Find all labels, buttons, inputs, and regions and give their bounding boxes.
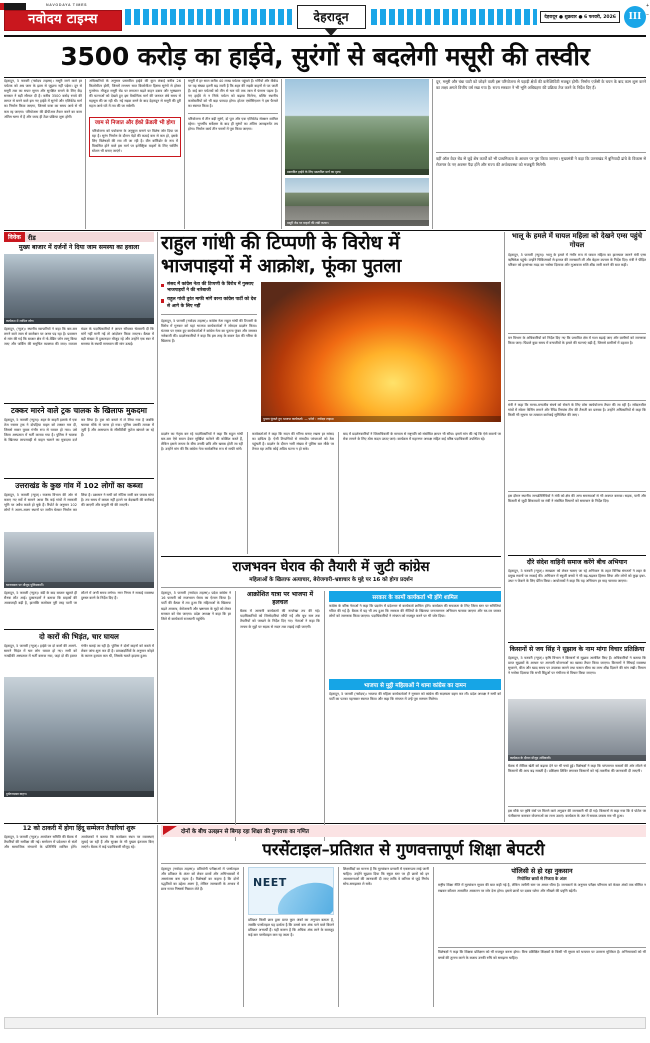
center-sec2-col2-text: बैठक में आगामी कार्यक्रमों की रूपरेखा तय की गई। पदाधिकारियों को जिम्मेदारियां सौंपी गईं और बूथ स्तर तक तैयारियों को परखने के निर्देश दिए गए। नेताओं ने कहा कि जनता के मुद्दों पर सड़क से सदन तक लड़ाई लड़ी जाएगी। xyxy=(240,609,320,629)
right-story1-headline: भालू के हमले में घायल महिला को देखने एम्स पहुंचे गोयल xyxy=(511,232,643,249)
feature-main xyxy=(161,825,646,1015)
lead-photo-column xyxy=(285,79,429,229)
neet-label: NEET xyxy=(253,876,287,889)
right-story1b-text: वन विभाग के अधिकारियों को निर्देश दिए गए कि प्रभावित क्षेत्र में गश्त बढ़ाई जाए और ग्रामीणों को जागरूक किया जाए। पिछले कुछ समय में वन्यजीवों के हमले की घटनाएं बढ़ी हैं, जिससे ग्रामीणों में दहशत है। xyxy=(508,336,646,346)
column-divider xyxy=(432,79,433,229)
vivek-read-badge: विवेक xyxy=(4,232,25,242)
right-story5-text: इस मौके पर कृषि यंत्रों पर मिलने वाले अनुदान की जानकारी भी दी गई। किसानों से कहा गया कि वे पोर्टल पर पंजीकरण कराकर योजनाओं का लाभ उठाएं। कार्यक्रम के अंत में सवाल-जवाब सत्र भी हुआ। xyxy=(508,809,646,819)
feature-col2-text: प्रतिशत किसी छात्र द्वारा प्राप्त कुल अंकों का अनुपात बताता है, जबकि परसेंटाइल यह दर्शाता है कि उससे कम अंक पाने वाले कितने प्रतिशत अभ्यर्थी हैं। यही कारण है कि अधिक अंक लाने के बावजूद कई बार परसेंटाइल कम रह जाता है। xyxy=(248,918,334,938)
masthead-bars-left xyxy=(125,9,292,25)
column-divider xyxy=(184,79,185,229)
right-story1c-text: मंत्री ने कहा कि मानव-वन्यजीव संघर्ष को रोकने के लिए ठोस कार्ययोजना तैयार की जा रही है। संवेदनशील गांवों में सोलर फेंसिंग लगाने और रैपिड रिस्पांस टीम की तैनाती का प्रस्ताव है। उन्होंने अधिकारियों से कहा कि किसी भी सूचना पर तत्काल कार्रवाई सुनिश्चित की जाए। xyxy=(508,403,646,418)
city-edition-tag xyxy=(297,5,366,29)
feature-col2 xyxy=(248,867,334,1007)
center-blue-strip-1: सरकार के कामों कार्यकर्ता भी होंगे शामिल xyxy=(329,591,501,602)
lead-column-3 xyxy=(188,79,278,229)
right-photo-officials xyxy=(508,699,646,761)
lead-column-right xyxy=(436,79,646,229)
left-story1-text: देहरादून, (न्यूज)। स्थानीय व्यापारियों ने कहा कि बार-बार लगने वाले जाम से कारोबार पर असर पड़ रहा है। प्रशासन से मांग की गई कि बाजार क्षेत्र में नो-वेंडिंग जोन लागू किया जाए और पार्किंग की समुचित व्यवस्था की जाए। व्यापार मंडल के पदाधिकारियों ने ज्ञापन सौंपकर चेतावनी दी कि मांगें नहीं मानी गईं तो आंदोलन किया जाएगा। बैठक में बड़ी संख्या में दुकानदार मौजूद रहे और उन्होंने एक स्वर में समस्या के स्थायी समाधान की मांग उठाई। xyxy=(4,327,154,347)
left-story3-text: देहरादून, 5 फरवरी (न्यूज)। राजस्व विभाग की ओर से कराए गए सर्वे में सामने आया कि कई गांवों में सरकारी भूमि पर अवैध कब्जे हो चुके हैं। रिपोर्ट के अनुसार 102 लोगों ने अलग-अलग स्थानों पर जमीन घेरकर निर्माण कर लिया है। प्रशासन ने सभी को नोटिस जारी कर जवाब मांगा है। तय समय में कब्जा नहीं हटाने पर बेदखली की कार्रवाई की जाएगी और वसूली भी की जाएगी। xyxy=(4,493,154,513)
left-photo2-caption: घटनास्थल पर मौजूद पुलिसकर्मी। xyxy=(4,582,154,588)
column-divider xyxy=(157,232,158,822)
center-col4-text: बाद में प्रदर्शनकारियों ने जिलाधिकारी के माध्यम से राष्ट्रपति को संबोधित ज्ञापन भी सौंपा। इसमें मांग की गई कि ऐसे बयानों पर रोक लगाने के लिए ठोस कदम उठाए जाएं। कार्यक्रम में महानगर अध्यक्ष सहित कई वरिष्ठ पदाधिकारी उपस्थित रहे। xyxy=(343,431,501,441)
left-story5-headline: दो कारों की भिड़ंत, चार घायल xyxy=(39,632,119,641)
lead-rule xyxy=(4,77,646,78)
corner-minus-mark: − xyxy=(646,12,649,18)
center-sec2-sub2-text: देहरादून, 5 फरवरी (नवोदय)। भाजपा की महिला कार्यकर्ताओं ने गुरुवार को कांग्रेस की सदस्यता ग्रहण कर ली। प्रदेश अध्यक्ष ने सभी को पार्टी का पटका पहनाकर स्वागत किया और कहा कि संगठन में उन्हें पूरा सम्मान मिलेगा। xyxy=(329,692,501,702)
corner-plus-mark: + xyxy=(646,3,649,9)
left-photo1-caption: कार्यक्रम में शामिल लोग। xyxy=(4,318,154,324)
neet-logo-graphic xyxy=(248,867,334,915)
feature-right-col-text: राष्ट्रीय शिक्षा नीति में मूल्यांकन सुधार की बात कही गई है, लेकिन जमीनी स्तर पर अमल धीमा है। जानकारों के अनुसार परीक्षा परिणाम को केवल अंकों तक सीमित न रखकर कौशल आधारित आकलन पर जोर देना होगा। इससे छात्रों पर दबाव घटेगा और सीखने की प्रवृत्ति बढ़ेगी। xyxy=(438,883,646,893)
lead-column-1 xyxy=(4,79,82,229)
lead-right-box1-text: दून, मसूरी और चंबा घाटी को जोड़ने वाली इस परियोजना से पहाड़ी क्षेत्रों की कनेक्टिविटी मजबूत होगी। निर्माण एजेंसी के चयन के बाद काम शुरू करने का लक्ष्य अगले वित्तीय वर्ष रखा गया है। राज्य सरकार ने भी भूमि अधिग्रहण की प्रक्रिया तेज करने के निर्देश दिए हैं। xyxy=(436,79,646,90)
logo-hindi-name: नवोदय टाइम्स xyxy=(4,10,122,31)
center-rail xyxy=(161,232,501,822)
lead-story-block xyxy=(0,79,650,229)
column-divider xyxy=(281,79,282,229)
lead-col2-box-title: जाम से निजात और ईको फ्रेंडली भी होगा xyxy=(94,120,176,126)
left-sec3-headline: 12 को ठाकरी में होगा हिंदू सम्मेलन तैयारियां शुरू xyxy=(22,825,136,832)
edition-badge: III xyxy=(624,6,646,28)
column-divider xyxy=(157,825,158,1015)
center-bullets xyxy=(161,282,257,429)
logo-latin-name: NAVODAYA TIMES xyxy=(46,3,88,7)
lead-photo2-caption: मसूरी रोड पर वाहनों की लंबी कतार। xyxy=(285,220,429,226)
left-photo3-caption: दुर्घटनाग्रस्त वाहन। xyxy=(4,791,154,797)
masthead xyxy=(0,0,650,33)
lead-col2-box-text: परियोजना को पर्यावरण के अनुकूल बनाने पर विशेष जोर दिया जा रहा है। सुरंग निर्माण के दौरान पेड़ों की कटाई कम से कम हो, इसके लिए विशेषज्ञों की राय ली जा रही है। ग्रीन कॉरिडोर के रूप में विकसित होने वाले इस मार्ग पर इलेक्ट्रिक वाहनों के लिए चार्जिंग स्टेशन भी बनाए जाएंगे। xyxy=(92,128,178,153)
right-rail xyxy=(508,232,646,822)
center-col3-text: कार्यकर्ताओं ने कहा कि सदन की गरिमा बनाए रखना हर सांसद का दायित्व है। ऐसी टिप्पणियों से संसदीय परंपराओं को ठेस पहुंचती है। प्रदर्शन के दौरान भारी संख्या में पुलिस बल मौके पर तैनात रहा ताकि कोई अप्रिय घटना न हो सके। xyxy=(252,431,334,452)
vivek-read-header[interactable] xyxy=(4,232,154,242)
feature-right-subhead: नियोजित छात्रों से निजता के अंतर xyxy=(517,876,567,881)
left-photo-people xyxy=(4,532,154,588)
feature-left-rail xyxy=(4,825,154,1015)
lead-column-2 xyxy=(89,79,181,229)
column-divider xyxy=(85,79,86,229)
corner-registration-marks xyxy=(646,2,649,20)
lead-photo-mountain xyxy=(285,79,429,175)
lead-photo1-caption: प्रस्तावित हाईवे के लिए प्रस्तावित मार्ग का दृश्य। xyxy=(285,169,429,175)
newspaper-logo[interactable] xyxy=(4,2,122,31)
center-col2-text: प्रदर्शन का नेतृत्व कर रहे पदाधिकारियों ने कहा कि राहुल गांधी बार-बार ऐसे बयान देकर सुर्खियां बटोरने की कोशिश करते हैं, लेकिन इससे जनता के बीच उनकी छवि और खराब होती जा रही है। उन्होंने मांग की कि कांग्रेस नेता सार्वजनिक रूप से माफी मांगें। xyxy=(161,431,243,452)
vivek-read-label: रीड xyxy=(27,234,36,242)
left-photo-vehicle xyxy=(4,677,154,797)
lead-right-box2-text: वहीं ऑल वेदर रोड से जुड़े शेष कार्यों को भी प्राथमिकता के आधार पर पूरा किया जाएगा। मुख्यमंत्री ने कहा कि उत्तराखंड में बुनियादी ढांचे के विकास से रोजगार के नए अवसर पैदा होंगे और राज्य की अर्थव्यवस्था को मजबूती मिलेगी। xyxy=(436,156,646,167)
right-story2-text: देहरादून, 5 फरवरी (न्यूज)। स्वच्छता को लेकर चलाए जा रहे अभियान के तहत विभिन्न संगठनों ने शहर के प्रमुख स्थानों पर सफाई की। अभियान में स्कूली बच्चों ने भी बढ़-चढ़कर हिस्सा लिया और लोगों को कूड़ा इधर-उधर न फेंकने के लिए प्रेरित किया। आयोजकों ने कहा कि यह अभियान हर माह चलाया जाएगा। xyxy=(508,569,646,584)
center-photo-caption: पुतला फूंकते हुए भाजपा कार्यकर्ता। — फोटो : नवोदय टाइम्स xyxy=(261,416,501,422)
column-divider xyxy=(504,232,505,822)
center-blue-strip-2: भाजपा से मुट्ठी महिलाओं ने थामा कांग्रेस का दामन xyxy=(329,679,501,690)
center-sec2-col3 xyxy=(329,591,501,841)
center-photo-fire-wrap xyxy=(261,282,501,429)
left-sec3-text: देहरादून, 5 फरवरी (न्यूज)। आयोजन समिति की बैठक में तैयारियों की समीक्षा की गई। सम्मेलन में प्रदेशभर से संतों और सामाजिक संगठनों के प्रतिनिधि शामिल होंगे। आयोजकों ने बताया कि कार्यक्रम स्थल पर व्यवस्थाएं जुटाई जा रही हैं और सुरक्षा के भी पुख्ता इंतजाम किए जाएंगे। बैठक में कई पदाधिकारी मौजूद रहे। xyxy=(4,835,154,850)
right-story1d-text: इस दौरान स्थानीय जनप्रतिनिधियों ने मंत्री को क्षेत्र की अन्य समस्याओं से भी अवगत कराया। सड़क, पानी और बिजली से जुड़ी शिकायतों पर मंत्री ने संबंधित विभागों को समाधान के निर्देश दिए। xyxy=(508,494,646,504)
center-sec2-col1-text: देहरादून, 5 फरवरी (नवोदय टाइम्स)। प्रदेश कांग्रेस ने 16 फरवरी को राजभवन घेराव का ऐलान किया है। पार्टी की बैठक में तय हुआ कि महिलाओं के खिलाफ बढ़ते अपराध, बेरोजगारी और भ्रष्टाचार के मुद्दों को लेकर सरकार को घेरा जाएगा। प्रदेश अध्यक्ष ने कहा कि हर जिले से कार्यकर्ता राजधानी पहुंचेंगे। xyxy=(161,591,231,621)
center-bullet-1: संसद में कांग्रेस नेता की टिप्पणी के विरोध में गुस्साए भाजपाइयों ने की नारेबाजी xyxy=(161,282,257,294)
masthead-bars-right xyxy=(371,9,538,25)
feature-right-col2-text: विशेषज्ञों ने कहा कि शिक्षक प्रशिक्षण को भी मजबूत करना होगा। बिना प्रशिक्षित शिक्षकों के किसी भी सुधार को धरातल पर उतारना मुश्किल है। अभिभावकों को भी बच्चों की तुलना करने के बजाय उनकी रुचि को समझना चाहिए। xyxy=(438,950,646,960)
lead-col1-text: देहरादून, 5 फरवरी (नवोदय टाइम्स)। मसूरी जाने वाले हर पर्यटक को अब जाम के झाम से जूझना नहीं पड़ेगा। दून से मसूरी तक का सफर सुगम और सुरक्षित बनाने के लिए केंद्र सरकार ने बड़ी सौगात दी है। करीब 3500 करोड़ रुपये की लागत से बनने वाले इस नए हाईवे में सुरंगों और एलिवेटेड मार्ग का निर्माण किया जाएगा, जिससे यात्रा का समय आधे से भी कम रह जाएगा। परियोजना की डीपीआर तैयार करने का काम अंतिम चरण में है और जल्द ही टेंडर प्रक्रिया शुरू होगी। xyxy=(4,79,82,119)
center-col1-text: देहरादून, 5 फरवरी (नवोदय टाइम्स)। कांग्रेस नेता राहुल गांधी की टिप्पणी के विरोध में गुरुवार को यहां भाजपा कार्यकर्ताओं ने जोरदार प्रदर्शन किया। घंटाघर पर एकत्र हुए कार्यकर्ताओं ने कांग्रेस नेता का पुतला फूंका और जमकर नारेबाजी की। प्रदर्शनकारियों ने कहा कि इस तरह के बयान देश की गरिमा के खिलाफ हैं। xyxy=(161,318,257,344)
left-story4-text: देहरादून, 5 फरवरी (न्यूज)। बंदी के बाद बाजार खुलते ही रौनक लौट आई। दुकानदारों ने बताया कि ग्राहकों की आवाजाही बढ़ी है, हालांकि कारोबार पूरी तरह पटरी पर लौटने में अभी समय लगेगा। नगर निगम ने सफाई व्यवस्था दुरुस्त करने के निर्देश दिए हैं। xyxy=(4,591,154,606)
feature-right-col xyxy=(438,867,646,1007)
left-story2-headline: टक्कर मारने वाले ट्रक चालक के खिलाफ मुकदमा xyxy=(11,406,147,415)
right-story2-headline: दौरे संदेश वाहिनी समाज करेंगे बीच अभियान xyxy=(526,559,628,566)
left-brand-sub: मुख्य बाजार में दर्जनों ने दिया जाम समस्या का हवाला xyxy=(18,244,140,251)
lead-photo-road xyxy=(285,178,429,226)
dateline: देहरादून ● शुक्रवार ● 6 फरवरी, 2026 xyxy=(540,11,620,23)
feature-col1-text: देहरादून (नवोदय टाइम्स)। प्रतियोगी परीक्षाओं में परसेंटाइल और प्रतिशत के अंतर को लेकर छात्रों और अभिभावकों में असमंजस बना रहता है। विशेषज्ञों का कहना है कि दोनों पद्धतियों का उद्देश्य अलग है, लेकिन जानकारी के अभाव में छात्र गलत निष्कर्ष निकाल लेते हैं। xyxy=(161,867,239,892)
lead-col3b-text: परियोजना में तीन बड़ी सुरंगें, दो पुल और एक एलिवेटेड सेक्शन शामिल रहेगा। भूगर्भीय सर्वेक्षण के बाद ही सुरंगों का अंतिम अलाइनमेंट तय होगा। निर्माण कार्य तीन चरणों में पूरा किया जाएगा। xyxy=(188,116,278,131)
left-rail xyxy=(4,232,154,822)
center-headline-line2: भाजपाइयों में आक्रोश, फूंका पुतला xyxy=(161,255,402,277)
feature-block xyxy=(0,825,650,1015)
city-edition-label: देहरादून xyxy=(313,9,349,24)
bottom-ad-strip xyxy=(4,1017,646,1029)
right-story3-headline: किसानों से जय सिंह ने सुझाव के नाम मांगा विचार प्रतिक्रिया xyxy=(509,646,645,653)
center-section2-headline: राजभवन घेराव की तैयारी में जुटी कांग्रेस xyxy=(232,558,430,575)
right-story3-text: देहरादून, 5 फरवरी (न्यूज)। कृषि विभाग ने किसानों से सुझाव आमंत्रित किए हैं। अधिकारियों ने बताया कि प्राप्त सुझावों के आधार पर आगामी योजनाओं का खाका तैयार किया जाएगा। किसानों ने सिंचाई व्यवस्था सुधारने, बीज और खाद समय पर उपलब्ध कराने तथा फसल बीमा का लाभ शीघ्र दिलाने की मांग रखी। विभाग ने भरोसा दिलाया कि सभी बिंदुओं पर गंभीरता से विचार किया जाएगा। xyxy=(508,656,646,676)
center-bullet-2: राहुल गांधी तुरंत माफी मांगें वरना कांग्रेस पार्टी को देश से आगे के लिए नहीं xyxy=(161,297,257,309)
middle-block xyxy=(0,232,650,822)
section-rule-1 xyxy=(4,230,646,231)
logo-flag-icon xyxy=(4,2,122,10)
feature-headline: परसेंटाइल–प्रतिशत से गुणवत्तापूर्ण शिक्षा बेपटरी xyxy=(262,840,545,859)
left-story2-text: देहरादून, 5 फरवरी (न्यूज)। शहर के बाहरी इलाके में एक तेज रफ्तार ट्रक ने दोपहिया वाहन को टक्कर मार दी, जिससे सवार युवक गंभीर रूप से घायल हो गया। उसे जिला अस्पताल में भर्ती कराया गया है। पुलिस ने चालक के खिलाफ लापरवाही से वाहन चलाने का मुकदमा दर्ज कर लिया है। ट्रक को कब्जे में ले लिया गया है जबकि चालक मौके से फरार हो गया। पुलिस उसकी तलाश में जुटी है और आसपास के सीसीटीवी फुटेज खंगाले जा रहे हैं। xyxy=(4,418,154,443)
feature-right-headline: पॉलिसी से हो रहा नुकसान xyxy=(511,867,573,875)
center-photo-effigy-burning xyxy=(261,282,501,422)
right-story4-text: बैठक में जैविक खेती को बढ़ावा देने पर भी चर्चा हुई। विशेषज्ञों ने कहा कि परंपरागत फसलों की ओर लौटने से किसानों की आय बढ़ सकती है। प्रशिक्षण शिविर लगाकर किसानों को नई तकनीक की जानकारी दी जाएगी। xyxy=(508,764,646,774)
center-section2-subhead: महिलाओं के खिलाफ अत्याचार, बेरोजगारी–भ्रष्टाचार के मुद्दे पर 16 को होगा प्रदर्शन xyxy=(249,576,413,583)
feature-kicker: दोनों के बीच उलझन से बिगड़ रहा शिक्षा की गुणवत्ता का गणित xyxy=(161,825,646,837)
left-story3-headline: उत्तराखंड के कुछ गांव में 102 लोगों का कब्जा xyxy=(15,481,143,490)
left-photo-crowd xyxy=(4,254,154,324)
right-story1-text: देहरादून, 5 फरवरी (न्यूज)। भालू के हमले में गंभीर रूप से घायल महिला का हालचाल जानने मंत्री एम्स ऋषिकेश पहुंचे। उन्होंने चिकित्सकों से इलाज की जानकारी ली और बेहतर उपचार के निर्देश दिए। मंत्री ने पीड़ित परिवार को हरसंभव मदद का भरोसा दिलाया और मुआवजा राशि शीघ्र जारी करने की बात कही। xyxy=(508,253,646,268)
left-story5-text: देहरादून, 5 फरवरी (न्यूज)। हाईवे पर दो कारों की आमने-सामने भिड़ंत में चार लोग घायल हो गए। सभी को नजदीकी अस्पताल में भर्ती कराया गया, जहां दो की हालत गंभीर बताई जा रही है। पुलिस ने दोनों वाहनों को कब्जे में लेकर जांच शुरू कर दी है। प्रत्यक्षदर्शियों के अनुसार कोहरे के कारण दृश्यता कम थी, जिसके चलते हादसा हुआ। xyxy=(4,644,154,659)
center-sec2-subhead-b: आक्रोशित यात्रा पर भाजपा में हलचल xyxy=(246,591,314,607)
feature-col3-text: शिक्षाविदों का मानना है कि मूल्यांकन प्रणाली में एकरूपता लाई जानी चाहिए। उन्होंने सुझाव दिया कि स्कूल स्तर पर ही छात्रों को इन अवधारणाओं की जानकारी दी जाए ताकि वे करियर से जुड़े निर्णय सोच-समझकर ले सकें। xyxy=(343,867,429,887)
lead-col3-text: मसूरी में हर साल करीब 40 लाख पर्यटक पहुंचते हैं। गर्मियों और वीकेंड पर यह संख्या इतनी बढ़ जाती है कि शहर की सड़कें वाहनों से पट जाती हैं। कई बार पर्यटकों को तीन से चार घंटे तक जाम में फंसना पड़ता है। नए हाईवे से न सिर्फ पर्यटन को बढ़ावा मिलेगा, बल्कि स्थानीय कारोबारियों को भी बड़ा फायदा होगा। होटल एसोसिएशन ने इस फैसले का स्वागत किया है। xyxy=(188,79,278,109)
lead-col2-text: अधिकारियों के अनुसार प्रस्तावित हाईवे की कुल लंबाई करीब 26 किलोमीटर होगी, जिसमें लगभग सात किलोमीटर हिस्सा सुरंगों से होकर गुजरेगा। मौजूदा मसूरी रोड पर लगातार बढ़ते वाहन दबाव और भूस्खलन की घटनाओं को देखते हुए इस वैकल्पिक मार्ग की जरूरत लंबे समय से महसूस की जा रही थी। नई सड़क बनने के बाद देहरादून से मसूरी की दूरी महज आधे घंटे में तय की जा सकेगी। xyxy=(89,79,181,109)
center-sec2-col2 xyxy=(240,591,320,841)
lead-headline: 3500 करोड़ का हाईवे, सुरंगों से बदलेगी मसूरी की तस्वीर xyxy=(60,42,590,71)
center-sec2-col3-text: कांग्रेस के वरिष्ठ नेताओं ने कहा कि प्रदर्शन में प्रदेशभर से कार्यकर्ता शामिल होंगे। कार्यक्रम की सफलता के लिए जिला स्तर पर समितियां गठित की गई हैं। बैठक में यह भी तय हुआ कि सरकार की नीतियों के खिलाफ जनजागरण अभियान चलाया जाएगा और घर-घर जाकर लोगों को जागरूक किया जाएगा। पदाधिकारियों ने संगठन को मजबूत करने पर भी जोर दिया। xyxy=(329,604,501,619)
center-headline-line1: राहुल गांधी की टिप्पणी के विरोध में xyxy=(161,232,400,254)
right-photo-caption: कार्यक्रम के दौरान मौजूद अधिकारी। xyxy=(508,755,646,761)
